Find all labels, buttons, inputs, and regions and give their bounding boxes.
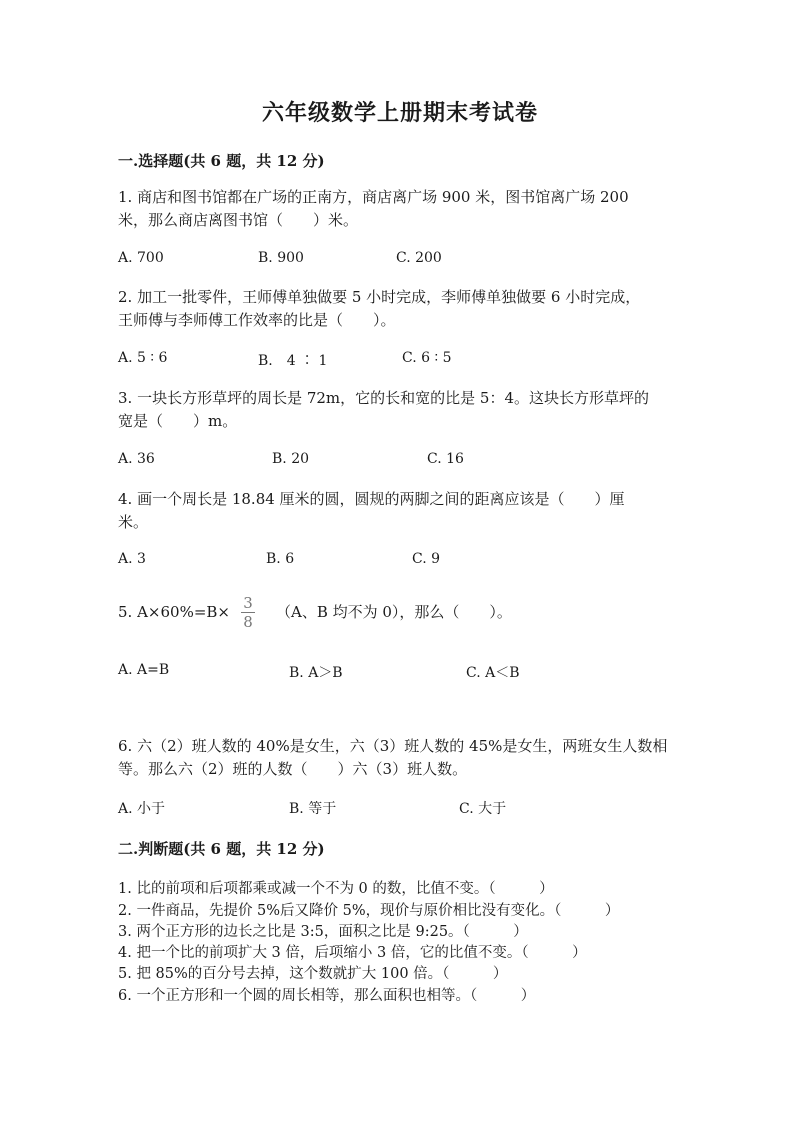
question-1-line-1: 1. 商店和图书馆都在广场的正南方，商店离广场 900 米，图书馆离广场 200 xyxy=(118,188,629,206)
question-5-option-c: C. A＜B xyxy=(466,665,520,681)
question-2-option-c: C. 6 ∶ 5 xyxy=(402,350,452,366)
question-6-line-1: 6. 六（2）班人数的 40%是女生，六（3）班人数的 45%是女生，两班女生人数相 xyxy=(118,737,668,755)
question-3-option-a: A. 36 xyxy=(118,451,155,467)
exam-title: 六年级数学上册期末考试卷 xyxy=(261,100,538,126)
question-3-option-c: C. 16 xyxy=(427,451,464,467)
judgment-item-3: 3. 两个正方形的边长之比是 3:5，面积之比是 9:25。（ ） xyxy=(118,924,528,940)
section-heading-judgment: 二.判断题(共 6 题，共 12 分) xyxy=(118,840,325,858)
question-3-line-1: 3. 一块长方形草坪的周长是 72m，它的长和宽的比是 5：4。这块长方形草坪的 xyxy=(118,389,650,407)
question-6-option-c: C. 大于 xyxy=(459,801,507,817)
question-3-line-2: 宽是（ ）m。 xyxy=(118,412,238,430)
judgment-item-4: 4. 把一个比的前项扩大 3 倍，后项缩小 3 倍，它的比值不变。（ ） xyxy=(118,945,587,961)
question-1-line-2: 米，那么商店离图书馆（ ）米。 xyxy=(118,211,359,229)
question-6-option-b: B. 等于 xyxy=(289,801,337,817)
judgment-item-6: 6. 一个正方形和一个圆的周长相等，那么面积也相等。（ ） xyxy=(118,988,536,1004)
question-1-option-c: C. 200 xyxy=(396,250,442,266)
question-2-line-1: 2. 加工一批零件，王师傅单独做要 5 小时完成，李师傅单独做要 6 小时完成， xyxy=(118,288,641,306)
question-5-line-start: 5. A×60%=B× xyxy=(118,603,230,621)
question-2-option-a: A. 5 ∶ 6 xyxy=(118,350,168,366)
question-2-option-b: B. 4 ∶ 1 xyxy=(258,353,328,369)
question-1-option-b: B. 900 xyxy=(258,250,304,266)
question-5-option-a: A. A=B xyxy=(118,662,170,678)
question-6-line-2: 等。那么六（2）班的人数（ ）六（3）班人数。 xyxy=(118,760,468,778)
judgment-item-1: 1. 比的前项和后项都乘或减一个不为 0 的数，比值不变。（ ） xyxy=(118,881,554,897)
fraction-numerator: 3 xyxy=(243,594,253,612)
question-5-line-end: （A、B 均不为 0），那么（ ）。 xyxy=(276,603,512,621)
fraction-three-eighths xyxy=(239,595,257,630)
question-4-line-2: 米。 xyxy=(118,513,149,531)
question-4-option-a: A. 3 xyxy=(118,551,146,567)
question-2-line-2: 王师傅与李师傅工作效率的比是（ ）。 xyxy=(118,311,396,329)
question-3-option-b: B. 20 xyxy=(272,451,310,467)
question-4-line-1: 4. 画一个周长是 18.84 厘米的圆，圆规的两脚之间的距离应该是（ ）厘 xyxy=(118,490,625,508)
question-4-option-b: B. 6 xyxy=(266,551,295,567)
question-6-option-a: A. 小于 xyxy=(118,801,166,817)
fraction-denominator: 8 xyxy=(243,613,253,631)
question-1-option-a: A. 700 xyxy=(118,250,164,266)
judgment-item-5: 5. 把 85%的百分号去掉，这个数就扩大 100 倍。（ ） xyxy=(118,966,508,982)
question-4-option-c: C. 9 xyxy=(412,551,441,567)
section-heading-choice: 一.选择题(共 6 题，共 12 分) xyxy=(118,152,325,170)
judgment-item-2: 2. 一件商品，先提价 5%后又降价 5%，现价与原价相比没有变化。（ ） xyxy=(118,903,620,919)
question-5-option-b: B. A＞B xyxy=(289,665,343,681)
